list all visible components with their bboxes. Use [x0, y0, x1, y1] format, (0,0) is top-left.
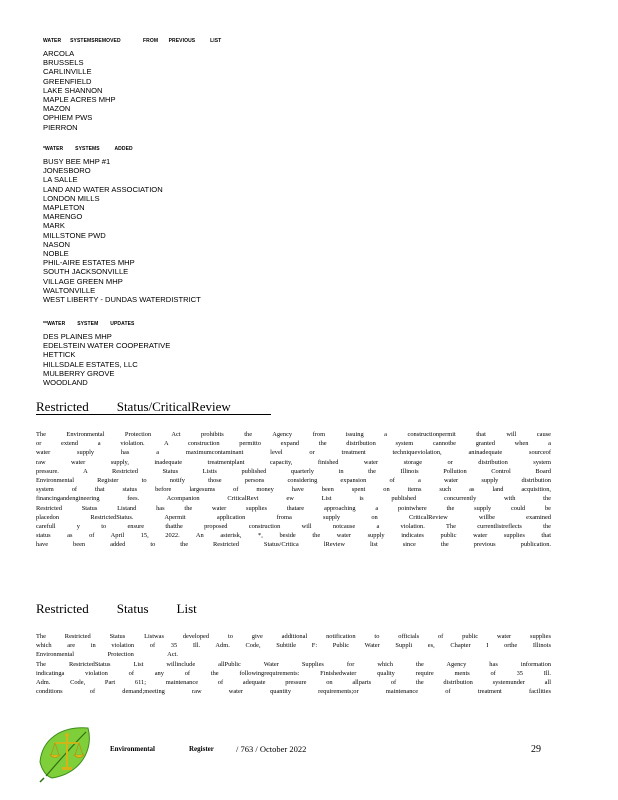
- paragraph-line: water supply has a maximumcontaminant level or treatment techniqueviolation, aninadequate sourceof: [36, 449, 551, 457]
- list-item: MARK: [43, 221, 65, 231]
- list-item: JONESBORO: [43, 166, 91, 176]
- list-item: LA SALLE: [43, 175, 78, 185]
- paragraph-line: financingandengineering fees. Acompanion CriticalRevi ew List is published concurrently with the: [36, 495, 551, 503]
- list-item: MAZON: [43, 104, 71, 114]
- paragraph-line: carefull y to ensure thatthe proposed construction will notcause a violation. The currentlistreflects the: [36, 523, 551, 531]
- restricted-list-paragraph: [36, 632, 551, 696]
- paragraph-line: The RestrictedStatus List willinclude allPublic Water Supplies for which the Agency has information: [36, 660, 551, 668]
- page-number: 29: [531, 744, 541, 755]
- paragraph-line: The Environmental Protection Act prohibits the Agency from issuing a constructionpermit that will cause: [36, 431, 551, 438]
- added-header: *WATER SYSTEMS ADDED: [43, 146, 133, 152]
- list-item: EDELSTEIN WATER COOPERATIVE: [43, 341, 171, 351]
- heading-part: Restricted: [36, 399, 89, 414]
- list-item: WEST LIBERTY - DUNDAS WATERDISTRICT: [43, 295, 201, 305]
- updated-list: [43, 332, 170, 387]
- list-item: NOBLE: [43, 249, 69, 259]
- list-item: WALTONVILLE: [43, 285, 96, 295]
- list-item: LONDON MILLS: [43, 193, 100, 203]
- paragraph-line: placedon RestrictedStatus. Apermit application froma supply on CriticalReview willbe examined: [36, 513, 551, 521]
- paragraph-line: Restricted Status Listand has the water supplies thatare approaching a pointwhere the supply could be: [36, 504, 551, 512]
- section-heading-restricted-list: [36, 601, 197, 616]
- list-item: BRUSSELS: [43, 58, 84, 68]
- paragraph-line: have been added to the Restricted Status/Critica lReview list since the previous publication.: [36, 541, 551, 549]
- paragraph-line: Adm. Code, Part 611; maintenance of adequate pressure on allparts of the distribution systemunder all: [36, 679, 551, 687]
- list-item: MAPLETON: [43, 203, 85, 213]
- list-item: GREENFIELD: [43, 76, 92, 86]
- paragraph-line: Environmental Register to notify those persons considering expansion of a water supply distribution: [36, 477, 551, 485]
- added-list: [43, 157, 201, 304]
- list-item: BUSY BEE MHP #1: [43, 157, 111, 166]
- list-item: NASON: [43, 239, 71, 249]
- section-heading-critical-review: [36, 399, 271, 415]
- heading-part: List: [176, 601, 197, 616]
- list-item: VILLAGE GREEN MHP: [43, 276, 123, 286]
- footer-journal-name: Register: [189, 745, 214, 753]
- list-item: MILLSTONE PWD: [43, 230, 106, 240]
- removed-list: [43, 49, 116, 132]
- paragraph-line: conditions of demand;meeting raw water quantity requirements;or maintenance of treatment facilities: [36, 688, 551, 696]
- list-item: ARCOLA: [43, 49, 75, 58]
- updated-header: **WATER SYSTEM UPDATES: [43, 321, 135, 327]
- footer-journal-name: Environmental: [110, 745, 155, 753]
- list-item: OPHIEM PWS: [43, 113, 93, 123]
- paragraph-line: indicatinga violation of any of the followingrequirements: Finishedwater quality require ments of 35 Ill.: [36, 669, 551, 677]
- heading-part: Status/CriticalReview: [116, 399, 231, 414]
- paragraph-line: pressure. A Restricted Status Listis published quarterly in the Illinois Pollution Control Board: [36, 467, 551, 475]
- scales-of-justice-leaf-logo: [36, 722, 98, 784]
- list-item: HILLSDALE ESTATES, LLC: [43, 359, 138, 369]
- paragraph-line: raw water supply, inadequate treatmentplant capacity, finished water storage or distribution system: [36, 458, 551, 466]
- list-item: CARLINVILLE: [43, 67, 92, 77]
- list-item: LAND AND WATER ASSOCIATION: [43, 184, 163, 194]
- list-item: DES PLAINES MHP: [43, 332, 112, 341]
- critical-review-paragraph: [36, 430, 551, 550]
- list-item: MARENGO: [43, 212, 83, 222]
- paragraph-line: Environmental Protection Act.: [36, 651, 178, 659]
- list-item: MULBERRY GROVE: [43, 368, 115, 378]
- list-item: SOUTH JACKSONVILLE: [43, 267, 129, 277]
- paragraph-line: The Restricted Status Listwas developed to give additional notification to officials of public water supplies: [36, 633, 551, 640]
- paragraph-line: which are in violation of 35 Ill. Adm. Code, Subtitle F: Public Water Suppli es, Chapter I orthe Illinois: [36, 642, 551, 650]
- paragraph-line: status as of April 15, 2022. An asterisk, *, beside the water supply indicates public water supplies that: [36, 532, 551, 540]
- list-item: WOODLAND: [43, 378, 88, 388]
- paragraph-line: system of that status before largesums of money have been spent on items such as land acquisition,: [36, 486, 551, 494]
- removed-header: WATER SYSTEMSREMOVED FROM PREVIOUS LIST: [43, 38, 222, 44]
- list-item: HETTICK: [43, 350, 76, 360]
- paragraph-line: or extend a violation. A construction permitto expand the distribution system cannotbe granted when a: [36, 440, 551, 448]
- heading-part: Restricted: [36, 601, 89, 616]
- list-item: MAPLE ACRES MHP: [43, 95, 116, 105]
- list-item: PHIL-AIRE ESTATES MHP: [43, 258, 135, 268]
- list-item: LAKE SHANNON: [43, 85, 103, 95]
- heading-part: Status: [116, 601, 149, 616]
- footer-issue: / 763 / October 2022: [236, 744, 307, 754]
- list-item: PIERRON: [43, 122, 78, 132]
